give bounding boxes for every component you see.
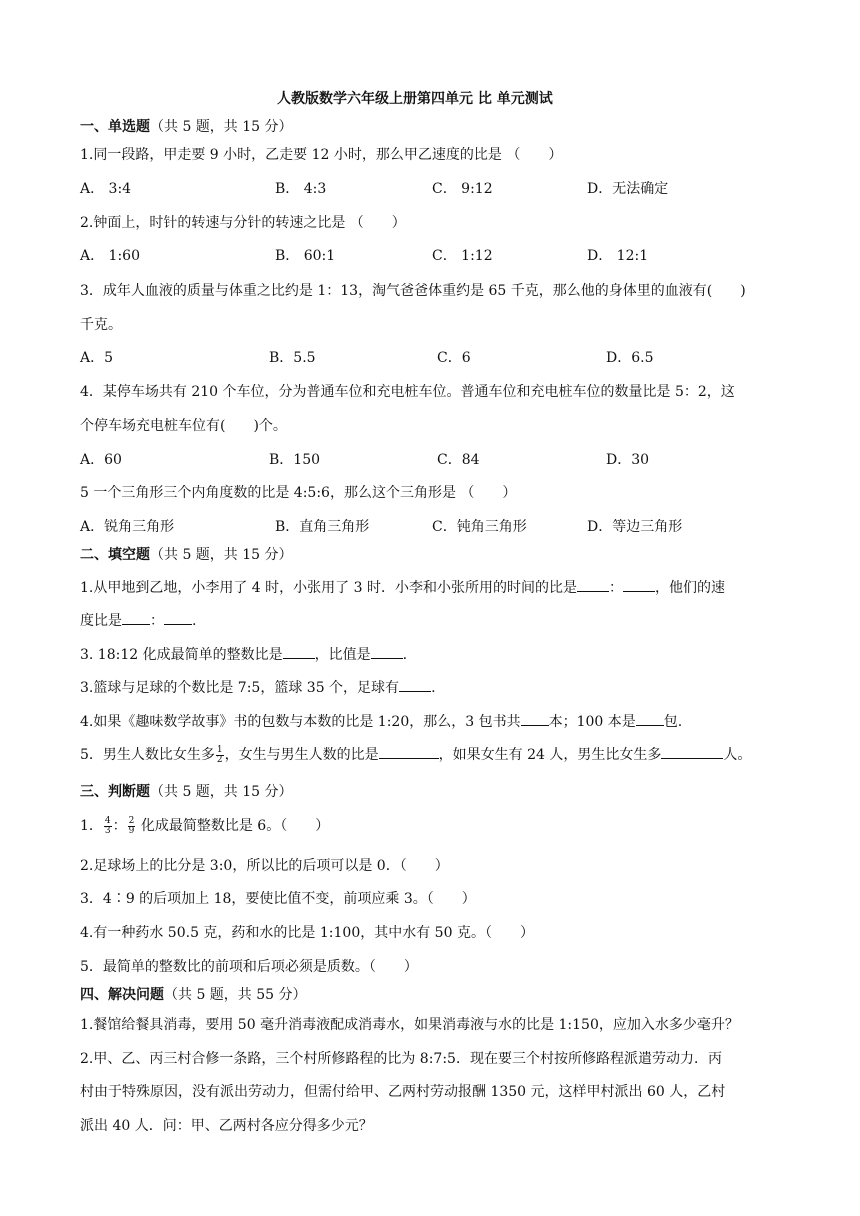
fill-question-5: 5．男生人数比女生多 $\frac{1}{2}$ ，女生与男生人数的比是 ，如果女生有 24 人，男生比女生多 人。 [80,744,752,765]
mc-q2-option-c: C． 1:12 [432,248,493,264]
answer-blank[interactable] [379,744,439,759]
answer-blank[interactable] [283,644,315,659]
mc-q4-option-d: D．30 [606,452,650,468]
tf-question-3: 3．4∶9 的后项加上 18，要使比值不变，前项应乘 3。（ ） [80,891,476,907]
fraction-four-thirds: $\frac{4}{3}$ [104,815,111,836]
tf-question-4: 4.有一种药水 50.5 克，药和水的比是 1:100，其中水有 50 克。（ ） [80,925,534,941]
mc-question-1: 1.同一段路，甲走要 9 小时，乙走要 12 小时，那么甲乙速度的比是 （ ） [80,147,563,163]
mc-q3-option-d: D．6.5 [606,350,654,366]
mc-q2-option-a: A． 1:60 [80,248,140,264]
fill-question-1-line-2: 度比是 ： . [80,610,196,631]
mc-q5-option-c: C．钝角三角形 [432,519,527,535]
answer-blank[interactable] [164,610,192,625]
solve-question-1: 1.餐馆给餐具消毒，要用 50 毫升消毒液配成消毒水，如果消毒液与水的比是 1:150，应加入水多少毫升？ [80,1017,739,1033]
answer-blank[interactable] [661,744,723,759]
tf-question-5: 5．最简单的整数比的前项和后项必须是质数。（ ） [80,959,418,975]
mc-question-4-line-1: 4．某停车场共有 210 个车位，分为普通车位和充电桩车位。普通车位和充电桩车位的数量比是 5：2，这 [80,384,735,400]
tf-question-1: 1． $\frac{4}{3}$ ： $\frac{2}{9}$ 化成最简整数比是 6。（ ） [80,815,330,836]
answer-blank[interactable] [399,677,431,692]
fill-question-3: 3.篮球与足球的个数比是 7:5，篮球 35 个，足球有 . [80,677,436,698]
answer-blank[interactable] [577,577,609,592]
answer-blank[interactable] [623,577,655,592]
mc-q1-option-a: A． 3:4 [80,181,132,197]
mc-question-4-line-2: 个停车场充电桩车位有( )个。 [80,418,287,434]
answer-blank[interactable] [122,610,150,625]
section-heading-single-choice: 一、单选题（共 5 题，共 15 分） [80,119,293,135]
mc-question-2: 2.钟面上，时针的转速与分针的转速之比是 （ ） [80,215,406,231]
mc-q3-option-b: B．5.5 [269,350,316,366]
fill-question-2: 3. 18:12 化成最简单的整数比是 ，比值是 . [80,644,407,665]
mc-q1-option-b: B． 4:3 [275,181,327,197]
mc-q5-option-a: A．锐角三角形 [80,519,175,535]
mc-q4-option-a: A．60 [80,452,122,468]
section-heading-word-problems: 四、解决问题（共 5 题，共 55 分） [80,987,307,1003]
answer-blank[interactable] [371,644,403,659]
mc-question-3-line-2: 千克。 [80,317,122,333]
solve-question-2-line-1: 2.甲、乙、丙三村合修一条路，三个村所修路程的比为 8:7:5．现在要三个村按所修路程派遣劳动力．丙 [80,1051,722,1067]
mc-question-3-line-1: 3．成年人血液的质量与体重之比约是 1：13，淘气爸爸体重约是 65 千克，那么他的身体里的血液有( ) [80,283,746,299]
mc-q5-option-d: D．等边三角形 [587,519,683,535]
mc-q5-option-b: B．直角三角形 [275,519,370,535]
section-heading-fill-in: 二、填空题（共 5 题，共 15 分） [80,547,293,563]
solve-question-2-line-3: 派出 40 人．问：甲、乙两村各应分得多少元？ [80,1118,373,1134]
answer-blank[interactable] [636,711,664,726]
mc-q4-option-c: C．84 [437,452,480,468]
answer-blank[interactable] [521,711,549,726]
mc-question-5: 5 一个三角形三个内角度数的比是 4:5:6，那么这个三角形是 （ ） [80,485,517,501]
tf-question-2: 2.足球场上的比分是 3:0，所以比的后项可以是 0．（ ） [80,858,449,874]
mc-q2-option-d: D． 12:1 [587,248,649,264]
mc-q3-option-c: C．6 [437,350,471,366]
fraction-two-ninths: $\frac{2}{9}$ [128,815,135,836]
fill-question-4: 4.如果《趣味数学故事》书的包数与本数的比是 1:20，那么，3 包书共 本；100 本是 包. [80,711,682,732]
mc-q1-option-c: C． 9:12 [432,181,493,197]
fraction-one-half: $\frac{1}{2}$ [216,744,223,765]
mc-q4-option-b: B．150 [269,452,321,468]
fill-question-1-line-1: 1.从甲地到乙地，小李用了 4 时，小张用了 3 时．小李和小张所用的时间的比是 ： ，他们的速 [80,577,725,598]
solve-question-2-line-2: 村由于特殊原因，没有派出劳动力，但需付给甲、乙两村劳动报酬 1350 元，这样甲村派出 60 人，乙村 [80,1084,726,1100]
mc-q3-option-a: A．5 [80,350,114,366]
mc-q1-option-d: D．无法确定 [587,181,669,197]
page-title: 人教版数学六年级上册第四单元 比 单元测试 [277,91,553,107]
mc-q2-option-b: B． 60:1 [275,248,336,264]
section-heading-true-false: 三、判断题（共 5 题，共 15 分） [80,784,293,800]
